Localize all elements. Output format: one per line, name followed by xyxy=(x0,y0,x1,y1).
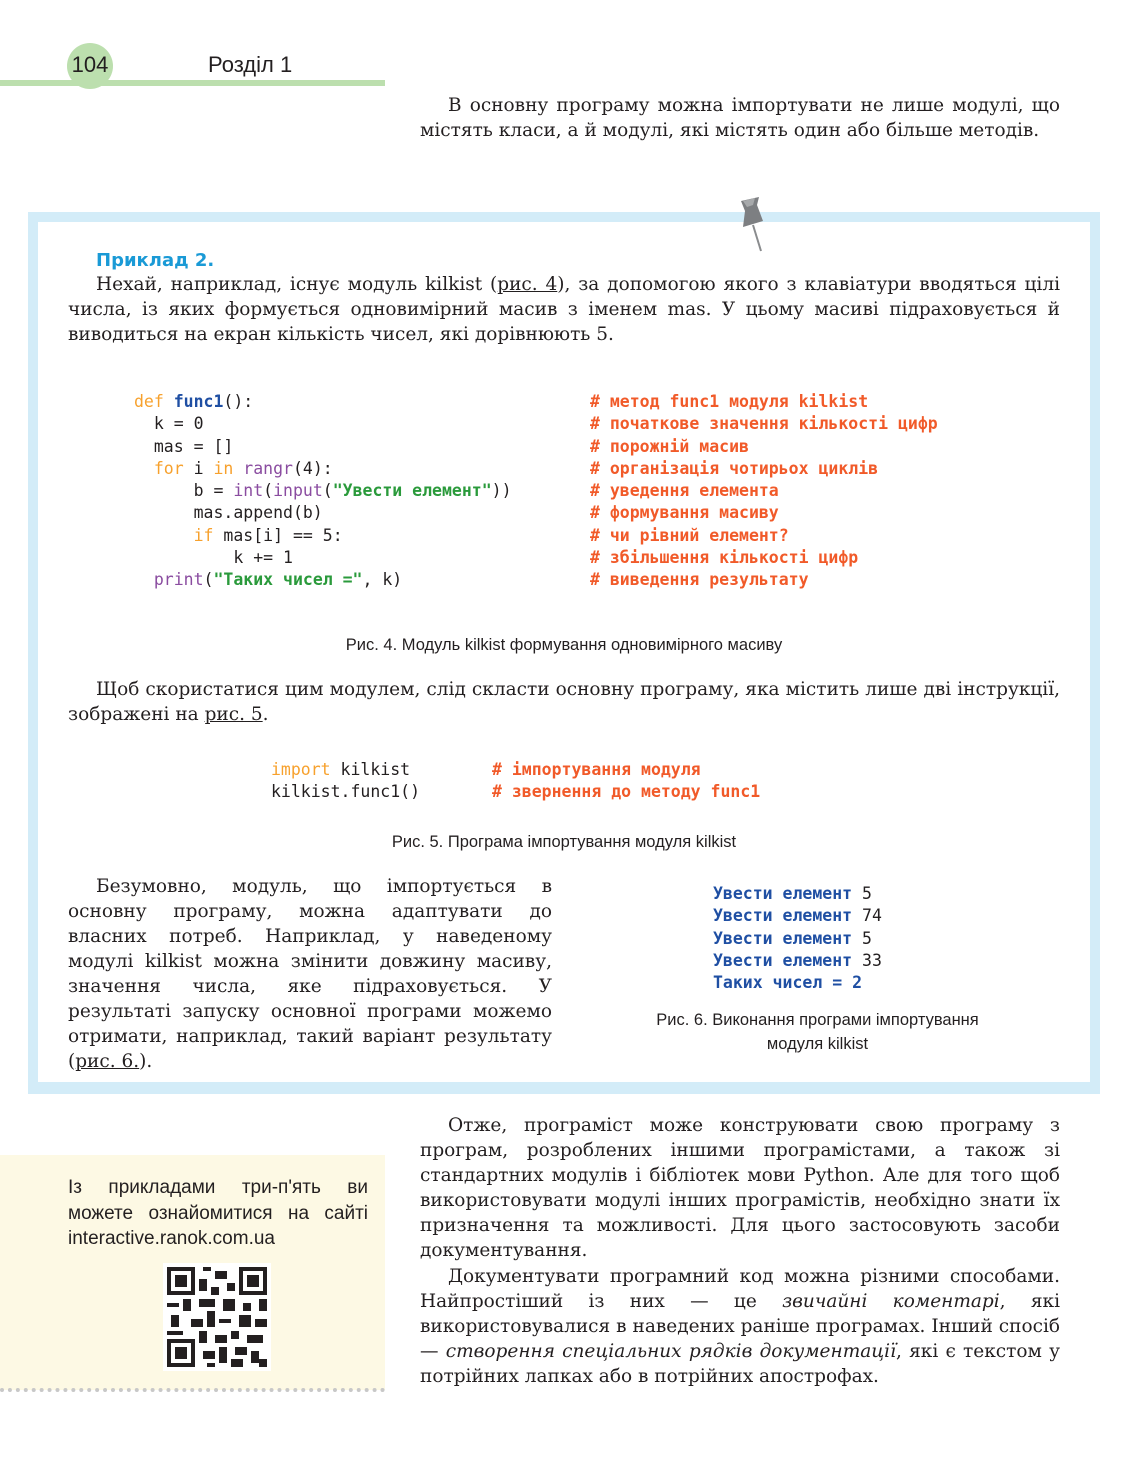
output-line: Увести елемент 33 xyxy=(713,950,882,970)
code-line: mas = [] xyxy=(134,436,234,456)
code-line: mas.append(b) xyxy=(134,503,323,523)
figure-ref-4[interactable]: рис. 4 xyxy=(497,274,558,295)
code-block-import xyxy=(271,759,420,804)
output-line: Увести елемент 74 xyxy=(713,906,882,926)
qr-code-icon[interactable] xyxy=(163,1263,271,1371)
output-line: Увести елемент 5 xyxy=(713,928,872,948)
code-line: import kilkist xyxy=(271,760,411,779)
program-output xyxy=(713,883,882,994)
code-line: k += 1 xyxy=(134,548,293,568)
code-comment: # уведення елемента xyxy=(590,481,779,501)
code-comments xyxy=(590,391,938,592)
figure-caption-6: Рис. 6. Виконання програми імпортування модуля kilkist xyxy=(656,1011,979,1053)
emphasis-comments: звичайні коментарі xyxy=(782,1291,1000,1312)
code-comment: # порожній масив xyxy=(590,436,749,456)
code-line: for i in rangr(4): xyxy=(153,458,333,478)
code-comment: # виведення результату xyxy=(590,570,809,590)
code-line: print("Таких чисел =", k) xyxy=(153,570,403,590)
output-line: Увести елемент 5 xyxy=(713,884,872,903)
code-comment: # початкове значення кількості цифр xyxy=(590,414,938,434)
example-paragraph-1: Нехай, наприклад, існує модуль kilkist (рис. 4), за допомогою якого з клавіатури вводяться цілі числа, із яких формується одновимірний масив з іменем mas. У цьому масиві підраховується й виводиться на екран кількість чисел, які дорівнюють 5. xyxy=(68,274,1060,345)
page-number: 104 xyxy=(71,52,109,77)
code-comment: # збільшення кількості цифр xyxy=(590,548,859,568)
closing-paragraph-1: Отже, програміст може конструювати свою програму з програм, розроблених іншими програмістами, а також зі стандартних модулів і бібліотек мови Python. Але для того щоб використовувати модулі інших програмістів, необхідно знати їх призначення та можливості. Для цього застосовують засоби документування. xyxy=(420,1115,1060,1261)
intro-paragraph: В основну програму можна імпортувати не лише модулі, що містять класи, а й модулі, які містять один або більше методів. xyxy=(420,95,1060,141)
example-paragraph-2: Щоб скористатися цим модулем, слід скласти основну програму, яка містить лише дві інструкції, зображені на рис. 5. xyxy=(68,679,1060,725)
emphasis-docstrings: створення спеціальних рядків документації xyxy=(445,1341,897,1362)
code-comment: # чи рівний елемент? xyxy=(590,525,789,545)
code-comments-import xyxy=(492,759,760,804)
code-line: b = int(input("Увести елемент")) xyxy=(134,481,512,501)
example-title: Приклад 2. xyxy=(96,250,215,271)
code-block-module xyxy=(134,391,512,592)
pushpin-icon xyxy=(735,195,771,253)
chapter-title: Розділ 1 xyxy=(208,52,293,77)
code-line: if mas[i] == 5: xyxy=(193,525,343,545)
code-line: k = 0 xyxy=(134,414,204,434)
sidebar-text: Із прикладами три-п'ять ви можете ознайомитися на сайті interactive.ranok.com.ua xyxy=(68,1177,368,1249)
header-rule xyxy=(0,80,385,86)
figure-ref-5[interactable]: рис. 5 xyxy=(204,704,263,725)
output-line: Таких чисел = 2 xyxy=(713,973,863,993)
figure-ref-6[interactable]: рис. 6. xyxy=(75,1051,140,1072)
code-comment: # звернення до методу func1 xyxy=(492,782,761,802)
code-comment: # формування масиву xyxy=(590,503,779,523)
code-comment: # метод func1 модуля kilkist xyxy=(590,392,869,411)
code-comment: # організація чотирьох циклів xyxy=(590,458,879,478)
example-paragraph-3: Безумовно, модуль, що імпортується в основну програму, можна адаптувати до власних потреб. Наприклад, у наведеному модулі kilkist можна змінити довжину масиву, значення числа, яке підраховується. У результаті запуску основної програми можемо отримати, наприклад, такий варіант результату (рис. 6.). xyxy=(68,876,552,1072)
figure-caption-5: Рис. 5. Програма імпортування модуля kilkist xyxy=(391,833,737,851)
code-line: kilkist.func1() xyxy=(271,782,421,802)
sidebar-divider xyxy=(0,1388,385,1392)
closing-paragraph-2: Документувати програмний код можна різними способами. Найпростіший із них — це звичайні коментарі, які використовувалися в наведених раніше програмах. Інший спосіб — створення спеціальних рядків документації, які є текстом у потрійних лапках або в потрійних апострофах. xyxy=(420,1266,1060,1387)
figure-caption-4: Рис. 4. Модуль kilkist формування одновимірного масиву xyxy=(345,636,783,654)
code-comment: # імпортування модуля xyxy=(492,760,701,779)
code-line: def func1(): xyxy=(134,392,254,411)
